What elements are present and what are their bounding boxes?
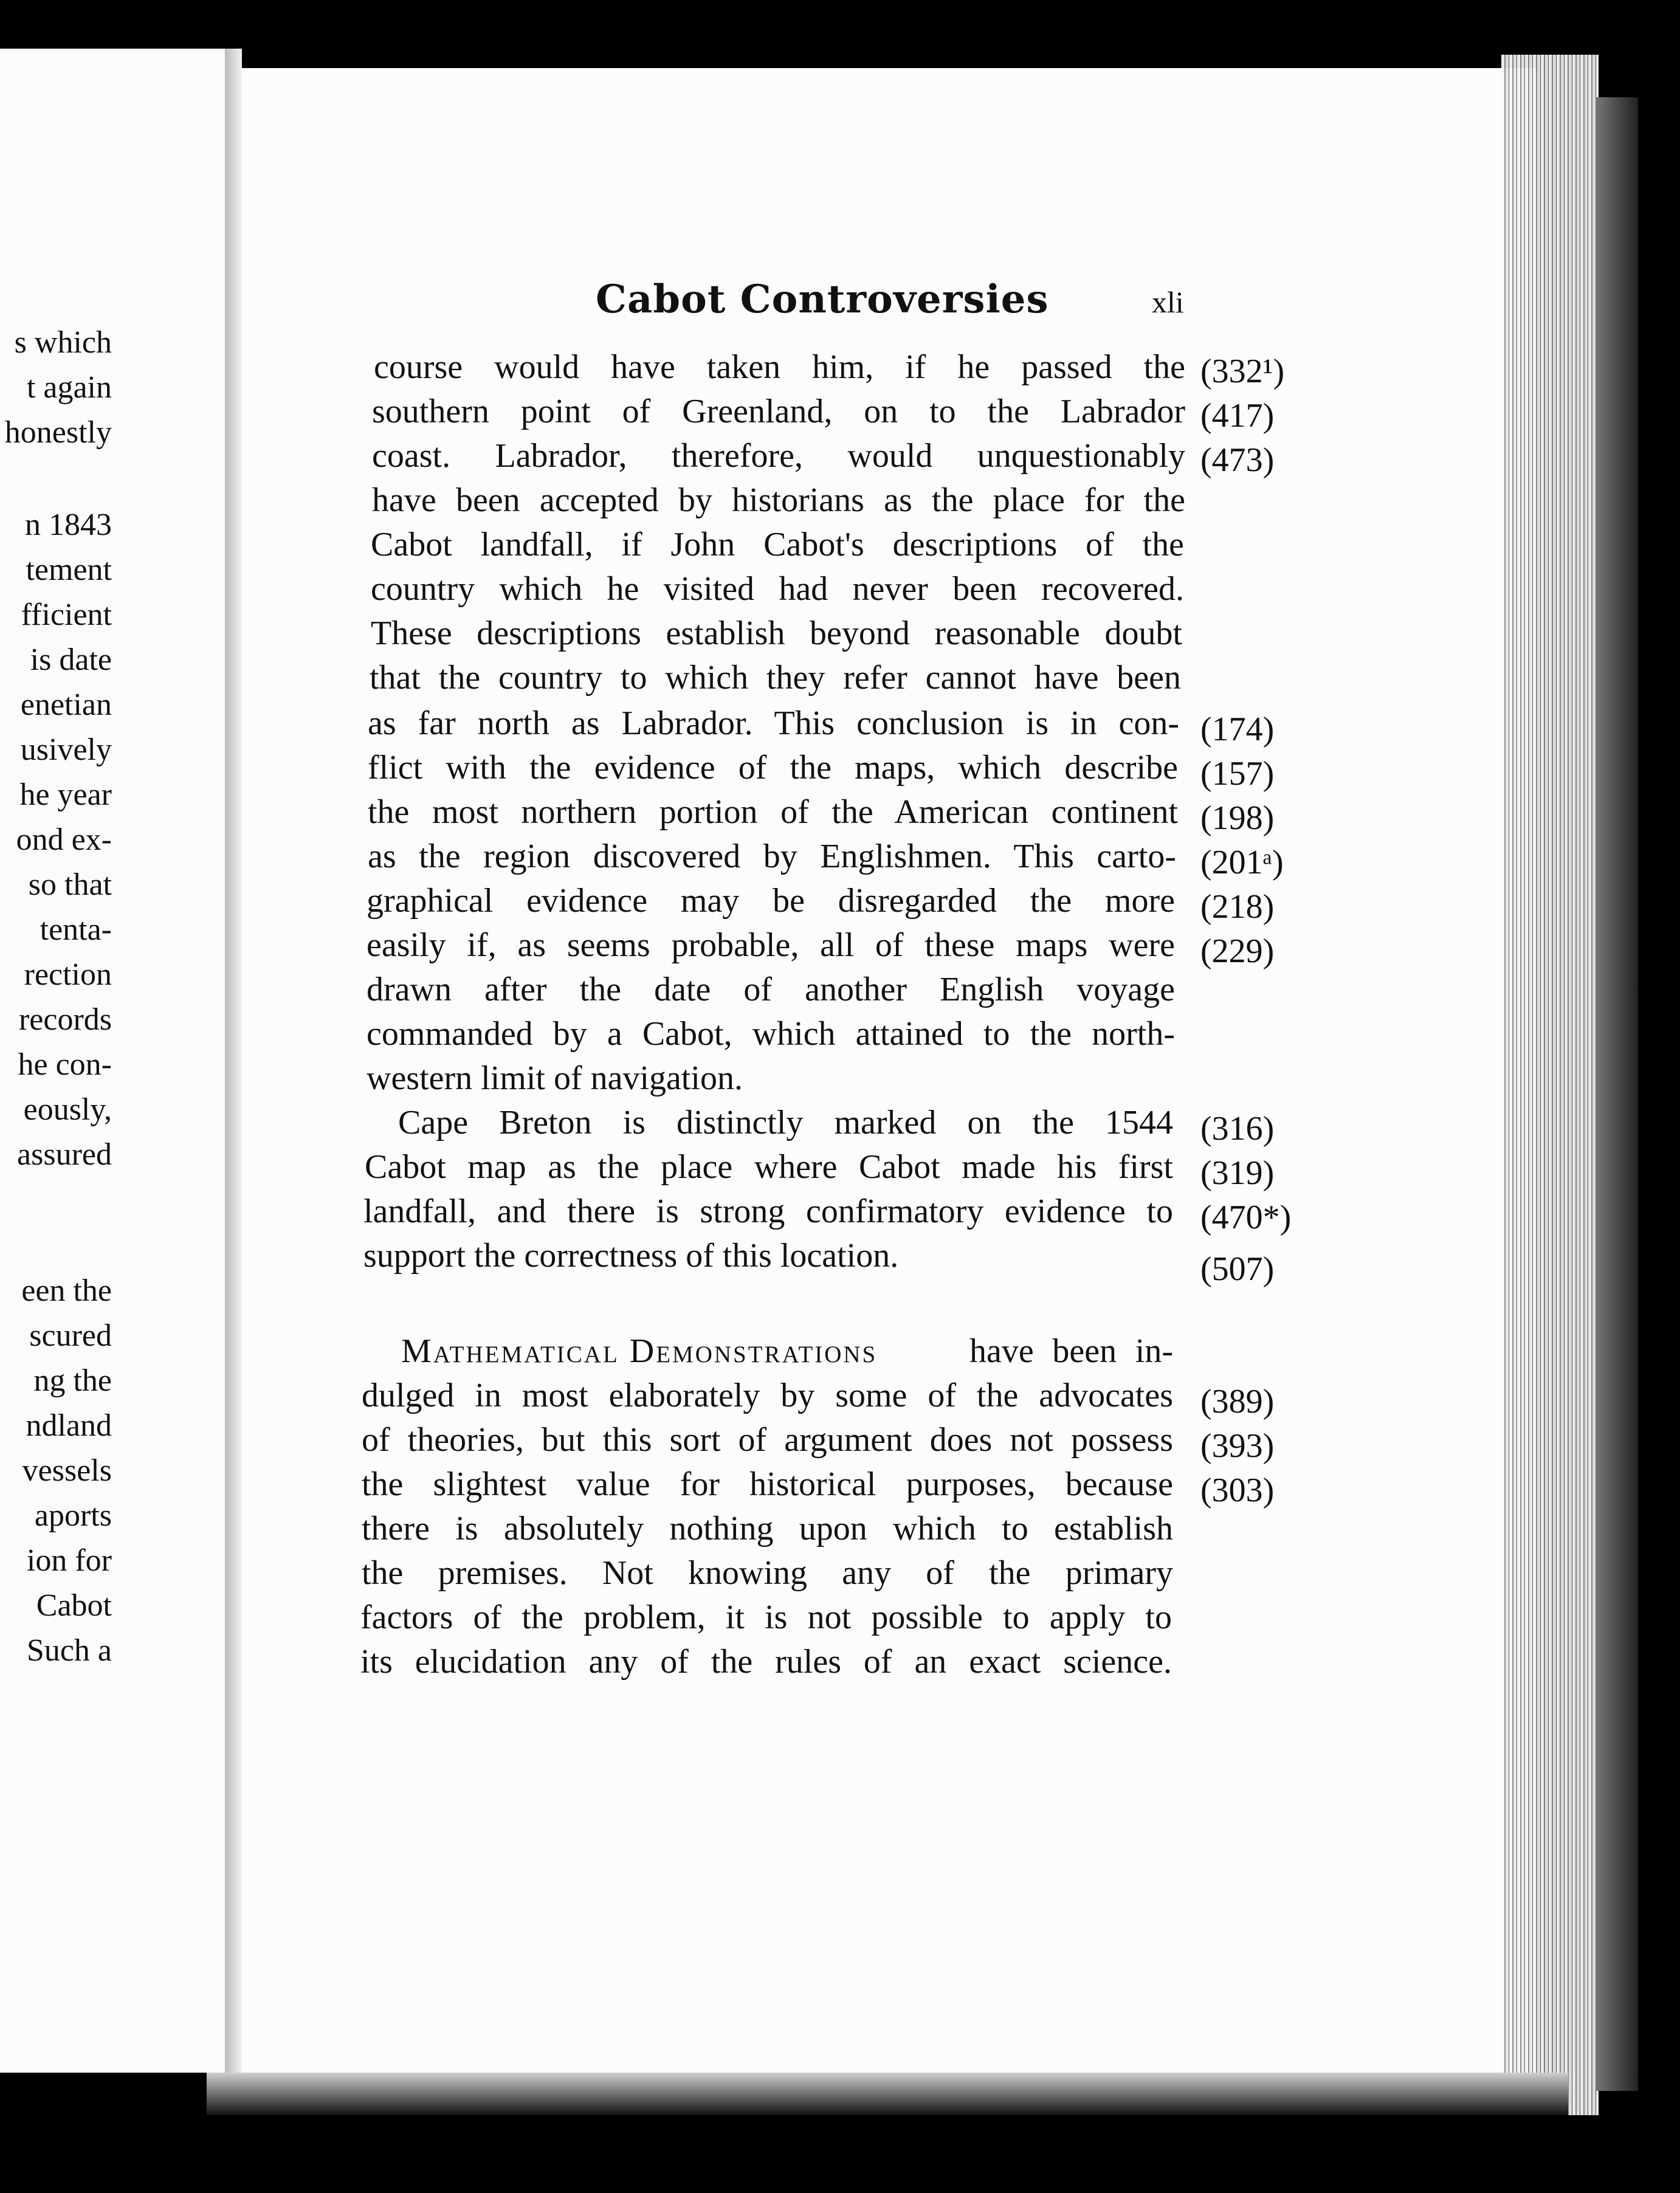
left-fragment: t again [26, 370, 112, 405]
left-fragment: Such a [26, 1633, 112, 1668]
text-line: Cabot map as the place where Cabot made his first [365, 1148, 1173, 1186]
margin-reference: (389) [1200, 1383, 1275, 1420]
text-line: These descriptions establish beyond reasonable doubt [371, 615, 1182, 652]
text-line: western limit of navigation. [367, 1059, 743, 1097]
margin-reference: (303) [1200, 1472, 1275, 1509]
left-fragment: enetian [20, 687, 112, 722]
margin-reference: (332¹) [1200, 353, 1285, 390]
text-line: flict with the evidence of the maps, which describe [368, 749, 1178, 787]
section-heading: Mathematical Demonstrations [401, 1332, 878, 1370]
left-fragment: Cabot [36, 1588, 112, 1623]
margin-reference: (198) [1200, 799, 1275, 837]
text-line: landfall, and there is strong confirmatory evidence to [363, 1193, 1173, 1230]
text-line: as far north as Labrador. This conclusion is in con- [368, 704, 1179, 742]
text-line: its elucidation any of the rules of an exact science. [360, 1643, 1172, 1681]
left-fragment: ond ex- [16, 822, 112, 857]
text-line: support the correctness of this location. [363, 1237, 899, 1275]
margin-reference: (201ᵃ) [1200, 844, 1284, 881]
text-line: have been accepted by historians as the place for the [372, 481, 1185, 519]
text-line: easily if, as seems probable, all of these maps were [367, 926, 1175, 964]
text-line: factors of the problem, it is not possible to apply to [360, 1599, 1172, 1636]
margin-reference: (473) [1200, 441, 1275, 479]
running-header-title: Cabot Controversies [596, 277, 1049, 322]
left-fragment: rection [24, 957, 112, 992]
left-fragment: so that [28, 867, 112, 902]
text-line: southern point of Greenland, on to the Labrador [372, 393, 1185, 430]
left-fragment: n 1843 [25, 508, 112, 542]
left-page [0, 49, 227, 2073]
text-line: the premises. Not knowing any of the primary [362, 1554, 1173, 1592]
text-line: as the region discovered by Englishmen. This carto- [368, 838, 1176, 875]
left-fragment: tement [26, 553, 112, 587]
margin-reference: (316) [1200, 1110, 1275, 1148]
page-edges [1501, 55, 1599, 2115]
text-line: have been in- [969, 1332, 1173, 1370]
left-fragment: s which [14, 325, 112, 360]
page-edges-shadow [1596, 97, 1638, 2091]
left-fragment: assured [17, 1137, 112, 1172]
left-fragment: aports [34, 1498, 112, 1533]
left-fragment: ndland [26, 1408, 112, 1443]
text-line: course would have taken him, if he passed the [374, 348, 1185, 386]
text-line: coast. Labrador, therefore, would unquestionably [372, 437, 1185, 475]
text-line: there is absolutely nothing upon which to establish [362, 1510, 1173, 1547]
text-line: the most northern portion of the American continent [368, 793, 1178, 831]
left-fragment: usively [20, 732, 112, 767]
margin-reference: (157) [1200, 755, 1275, 793]
left-fragment: tenta- [40, 912, 112, 947]
text-line: the slightest value for historical purposes, because [362, 1465, 1173, 1503]
left-fragment: vessels [22, 1453, 112, 1488]
left-fragment: eously, [23, 1092, 112, 1127]
margin-reference: (507) [1200, 1250, 1275, 1288]
text-line: dulged in most elaborately by some of the advocates [362, 1377, 1173, 1414]
margin-reference: (174) [1200, 711, 1275, 748]
margin-reference: (393) [1200, 1427, 1275, 1465]
left-fragment: ion for [26, 1543, 112, 1578]
left-fragment: ng the [33, 1363, 112, 1398]
text-line: that the country to which they refer cannot have been [370, 659, 1181, 697]
left-fragment: records [18, 1002, 112, 1037]
margin-reference: (319) [1200, 1154, 1275, 1192]
text-line: drawn after the date of another English voyage [367, 971, 1175, 1008]
text-line: of theories, but this sort of argument does not possess [362, 1421, 1173, 1459]
book-gutter [225, 49, 242, 2073]
left-fragment: een the [21, 1273, 112, 1308]
text-line: commanded by a Cabot, which attained to the north- [367, 1015, 1175, 1053]
left-fragment: fficient [21, 597, 112, 632]
margin-reference: (417) [1200, 397, 1275, 435]
left-fragment: he year [19, 777, 112, 812]
text-line: Cabot landfall, if John Cabot's descriptions of the [371, 526, 1184, 563]
text-line: graphical evidence may be disregarded the more [367, 882, 1175, 920]
left-fragment: honestly [4, 415, 112, 450]
left-fragment: he con- [18, 1047, 112, 1082]
text-line: country which he visited had never been recovered. [371, 570, 1184, 608]
margin-reference: (470*) [1200, 1199, 1292, 1236]
margin-reference: (229) [1200, 932, 1275, 970]
margin-reference: (218) [1200, 888, 1275, 926]
left-fragment: scured [29, 1318, 112, 1353]
book-bottom-edge [207, 2073, 1568, 2115]
left-fragment: is date [30, 642, 112, 677]
text-line: Cape Breton is distinctly marked on the 1544 [398, 1104, 1173, 1141]
page-number: xli [1152, 285, 1184, 319]
